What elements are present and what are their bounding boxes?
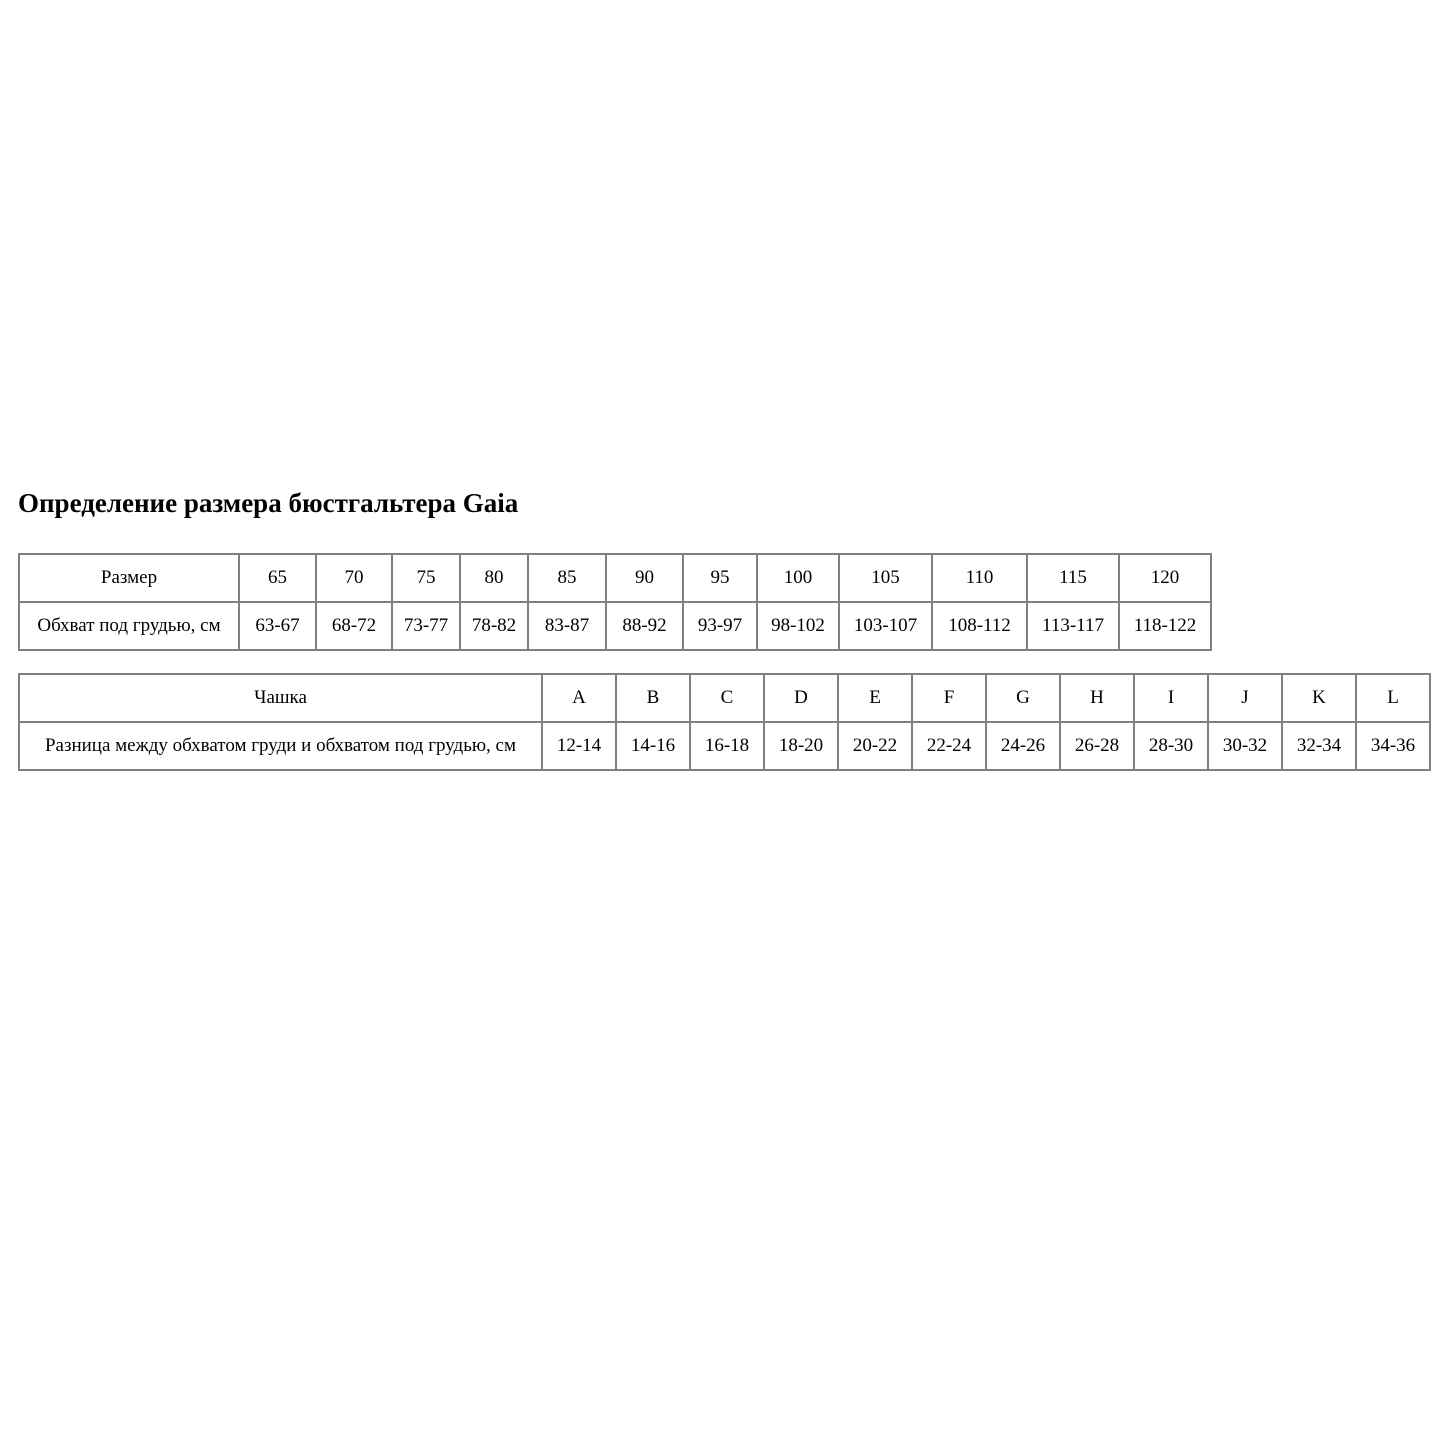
cup-letter-cell: E (838, 674, 912, 722)
underbust-cell: 73-77 (392, 602, 460, 650)
cup-letter-cell: I (1134, 674, 1208, 722)
difference-cell: 20-22 (838, 722, 912, 770)
band-size-cell: 90 (606, 554, 683, 602)
band-size-cell: 115 (1027, 554, 1119, 602)
band-size-header-row (19, 554, 1211, 602)
cup-letter-cell: F (912, 674, 986, 722)
underbust-cell: 88-92 (606, 602, 683, 650)
underbust-cell: 93-97 (683, 602, 757, 650)
band-size-row-label: Размер (19, 554, 239, 602)
difference-cell: 12-14 (542, 722, 616, 770)
cup-letter-cell: G (986, 674, 1060, 722)
difference-cell: 28-30 (1134, 722, 1208, 770)
band-size-cell: 70 (316, 554, 392, 602)
band-size-cell: 80 (460, 554, 528, 602)
underbust-row-label: Обхват под грудью, см (19, 602, 239, 650)
underbust-cell: 63-67 (239, 602, 316, 650)
cup-header-row (19, 674, 1430, 722)
cup-letter-cell: A (542, 674, 616, 722)
difference-cell: 14-16 (616, 722, 690, 770)
difference-row-label: Разница между обхватом груди и обхватом под грудью, см (19, 722, 542, 770)
cup-letter-cell: H (1060, 674, 1134, 722)
band-size-cell: 120 (1119, 554, 1211, 602)
difference-cell: 26-28 (1060, 722, 1134, 770)
difference-cell: 24-26 (986, 722, 1060, 770)
band-size-cell: 95 (683, 554, 757, 602)
difference-cell: 18-20 (764, 722, 838, 770)
difference-cell: 32-34 (1282, 722, 1356, 770)
cup-letter-cell: C (690, 674, 764, 722)
difference-cell: 34-36 (1356, 722, 1430, 770)
difference-cell: 22-24 (912, 722, 986, 770)
underbust-cell: 103-107 (839, 602, 932, 650)
cup-row-label: Чашка (19, 674, 542, 722)
underbust-cell: 113-117 (1027, 602, 1119, 650)
cup-size-table (18, 673, 1431, 771)
band-size-cell: 110 (932, 554, 1027, 602)
difference-cell: 30-32 (1208, 722, 1282, 770)
band-size-cell: 100 (757, 554, 839, 602)
band-size-cell: 75 (392, 554, 460, 602)
cup-letter-cell: J (1208, 674, 1282, 722)
difference-cell: 16-18 (690, 722, 764, 770)
underbust-cell: 118-122 (1119, 602, 1211, 650)
cup-letter-cell: B (616, 674, 690, 722)
cup-letter-cell: K (1282, 674, 1356, 722)
underbust-cell: 108-112 (932, 602, 1027, 650)
underbust-row (19, 602, 1211, 650)
cup-letter-cell: D (764, 674, 838, 722)
band-size-cell: 85 (528, 554, 606, 602)
band-size-cell: 65 (239, 554, 316, 602)
band-size-table (18, 553, 1212, 651)
underbust-cell: 83-87 (528, 602, 606, 650)
difference-row (19, 722, 1430, 770)
underbust-cell: 98-102 (757, 602, 839, 650)
underbust-cell: 78-82 (460, 602, 528, 650)
band-size-cell: 105 (839, 554, 932, 602)
page-title: Определение размера бюстгальтера Gaia (18, 488, 519, 518)
underbust-cell: 68-72 (316, 602, 392, 650)
cup-letter-cell: L (1356, 674, 1430, 722)
